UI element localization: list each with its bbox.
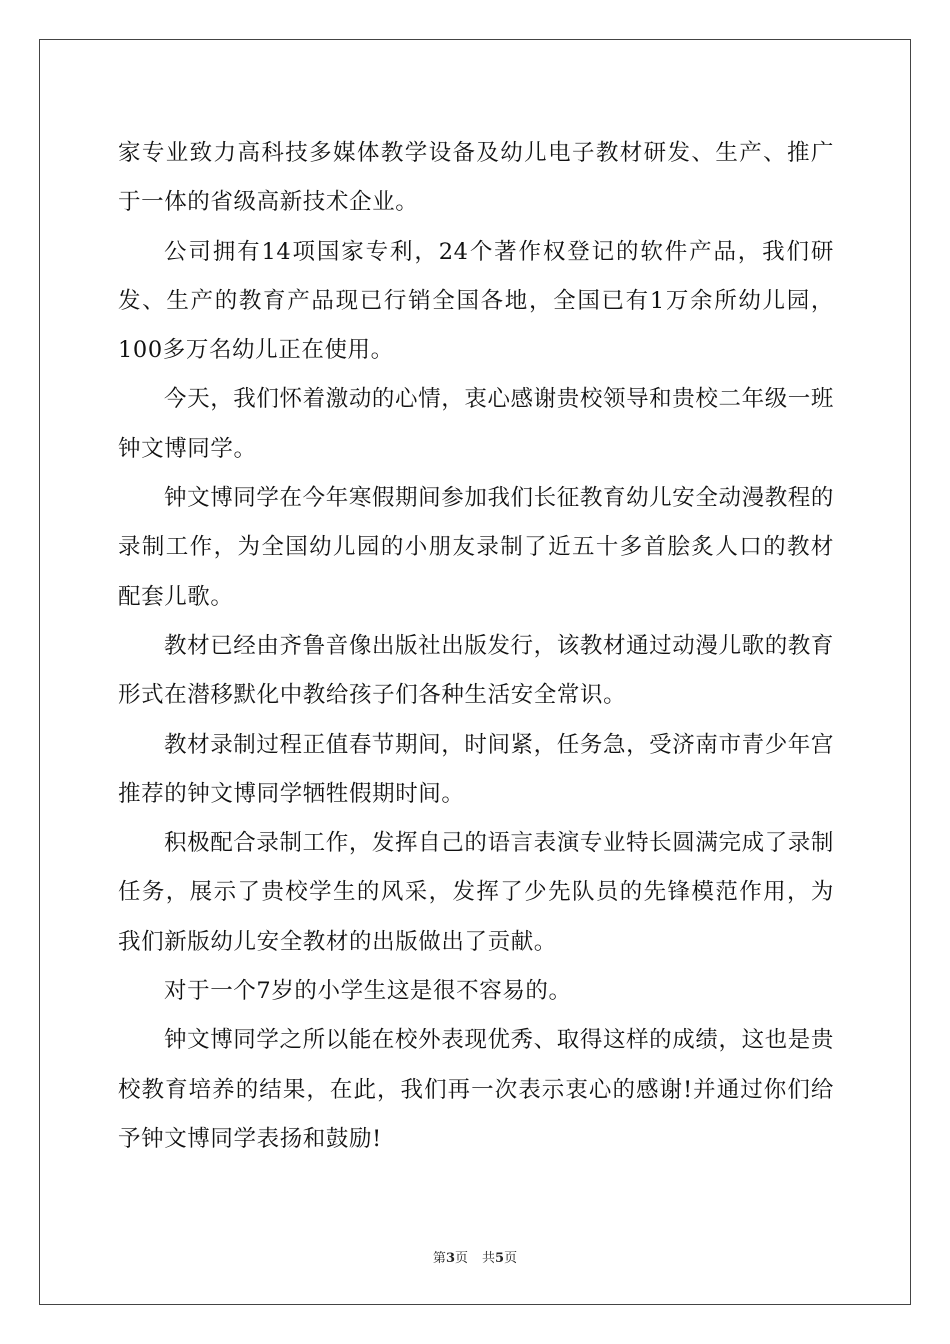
page-prefix: 第: [432, 1251, 446, 1266]
paragraph-2: 公司拥有14项国家专利，24个著作权登记的软件产品，我们研发、生产的教育产品现已行销全国各地，全国已有1万余所幼儿园，100多万名幼儿正在使用。: [118, 238, 834, 364]
paragraph-4: 钟文博同学在今年寒假期间参加我们长征教育幼儿安全动漫教程的录制工作，为全国幼儿园的小朋友录制了近五十多首脍炙人口的教材配套儿歌。: [118, 485, 834, 610]
total-pages: 5: [495, 1251, 505, 1266]
paragraph-5: 教材已经由齐鲁音像出版社出版发行，该教材通过动漫儿歌的教育形式在潜移默化中教给孩子们各种生活安全常识。: [118, 632, 834, 709]
paragraph-3: 今天，我们怀着激动的心情，衷心感谢贵校领导和贵校二年级一班钟文博同学。: [118, 386, 834, 462]
paragraph-9: 钟文博同学之所以能在校外表现优秀、取得这样的成绩，这也是贵校教育培养的结果，在此，我们再一次表示衷心的感谢!并通过你们给予钟文博同学表扬和鼓励!: [118, 1027, 834, 1152]
page-footer: [0, 1247, 950, 1266]
paragraph-6: 教材录制过程正值春节期间，时间紧，任务急，受济南市青少年宫推荐的钟文博同学牺牲假期时间。: [118, 731, 834, 807]
document-body: [118, 129, 834, 1164]
paragraph-7: 积极配合录制工作，发挥自己的语言表演专业特长圆满完成了录制任务，展示了贵校学生的风采，发挥了少先队员的先锋模范作用，为我们新版幼儿安全教材的出版做出了贡献。: [118, 830, 834, 955]
paragraph-8: 对于一个7岁的小学生这是很不容易的。: [164, 978, 572, 1005]
paragraph-1: 家专业致力高科技多媒体教学设备及幼儿电子教材研发、生产、推广于一体的省级高新技术企业。: [118, 140, 834, 216]
total-suffix: 页: [504, 1251, 518, 1266]
page-suffix: 页: [454, 1251, 468, 1266]
total-prefix: 共: [482, 1251, 496, 1266]
page-number: 3: [445, 1251, 455, 1266]
